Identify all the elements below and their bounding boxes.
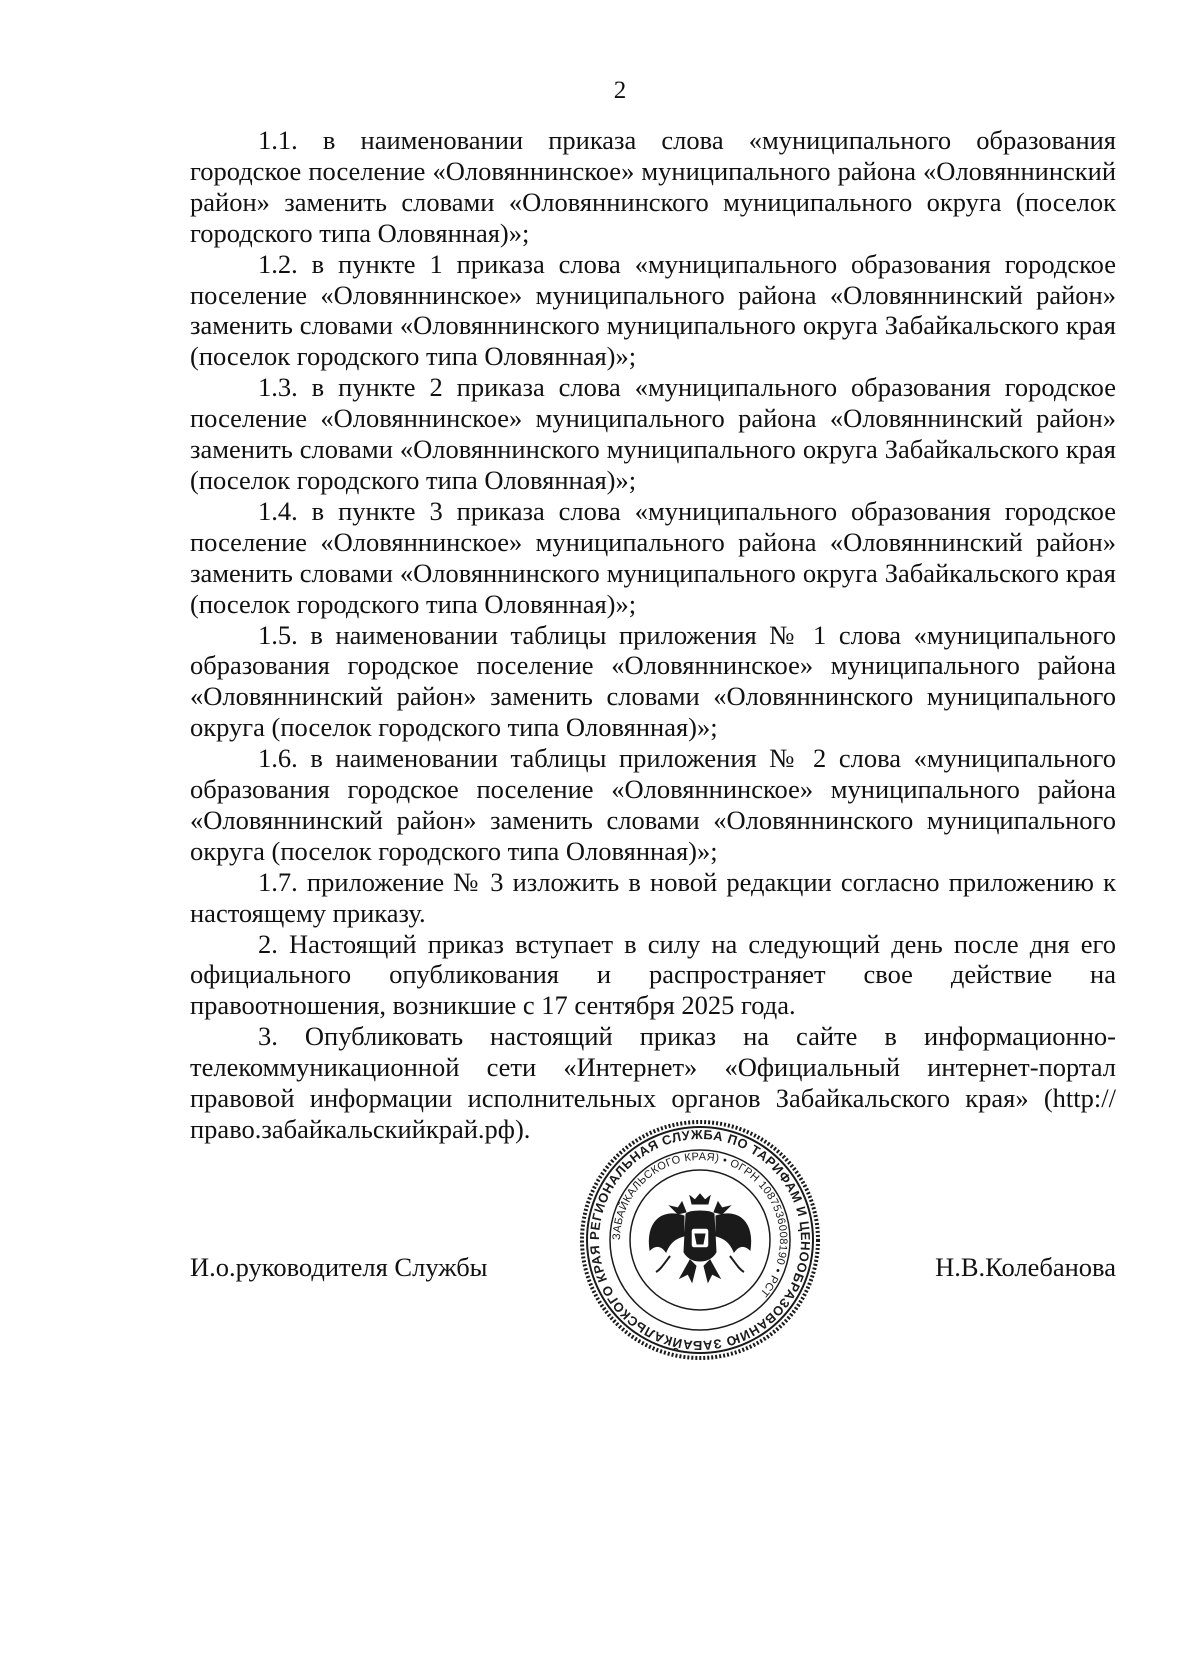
page-number: 2 <box>613 77 627 104</box>
paragraph-1-3: 1.3. в пункте 2 приказа слова «муниципального образования городское поселение «Оловяннинское» муниципального района «Оловяннинский район» заменить словами «Оловяннинского муниципального округа Забайкальского края (поселок городского типа Оловянная)»; <box>190 372 1116 495</box>
double-headed-eagle-icon <box>649 1194 750 1282</box>
paragraph-3: 3. Опубликовать настоящий приказ на сайте в информационно-телекоммуникационной сети «Интернет» «Официальный интернет-портал правовой информации исполнительных органов Забайкальского края» (http://право.забайкальскийкрай.рф). <box>190 1021 1116 1144</box>
signatory-name: Н.В.Колебанова <box>935 1252 1116 1282</box>
document-body <box>190 125 1116 1145</box>
official-seal <box>578 1118 822 1362</box>
seal-inner-textpath: ЗАБАЙКАЛЬСКОГО КРАЯ) • ОГРН 1087536008190 • РСТ <box>610 1150 790 1300</box>
paragraph-1-4: 1.4. в пункте 3 приказа слова «муниципального образования городское поселение «Оловяннинское» муниципального района «Оловяннинский район» заменить словами «Оловяннинского муниципального округа Забайкальского края (поселок городского типа Оловянная)»; <box>190 495 1116 619</box>
paragraph-1-2: 1.2. в пункте 1 приказа слова «муниципального образования городское поселение «Оловяннинское» муниципального района «Оловяннинский район» заменить словами «Оловяннинского муниципального округа Забайкальского края (поселок городского типа Оловянная)»; <box>190 248 1116 372</box>
seal-outer-textpath: РЕГИОНАЛЬНАЯ СЛУЖБА ПО ТАРИФАМ И ЦЕНООБРАЗОВАНИЮ ЗАБАЙКАЛЬСКОГО КРАЯ <box>586 1126 814 1354</box>
paragraph-1-5: 1.5. в наименовании таблицы приложения № 1 слова «муниципального образования городское поселение «Оловяннинское» муниципального района «Оловяннинский район» заменить словами «Оловяннинского муниципального округа (поселок городского типа Оловянная)»; <box>190 619 1116 743</box>
signatory-position: И.о.руководителя Службы <box>190 1252 488 1282</box>
paragraph-1-1: 1.1. в наименовании приказа слова «муниципального образования городское поселение «Оловяннинское» муниципального района «Оловяннинский район» заменить словами «Оловяннинского муниципального округа (поселок городского типа Оловянная)»; <box>190 125 1116 248</box>
paragraph-2: 2. Настоящий приказ вступает в силу на следующий день после дня его официального опубликования и распространяет свое действие на правоотношения, возникшие с 17 сентября 2025 года. <box>190 928 1116 1021</box>
seal-graphic <box>578 1118 822 1362</box>
paragraph-1-7: 1.7. приложение № 3 изложить в новой редакции согласно приложению к настоящему приказу. <box>190 866 1116 928</box>
paragraph-1-6: 1.6. в наименовании таблицы приложения № 2 слова «муниципального образования городское поселение «Оловяннинское» муниципального района «Оловяннинский район» заменить словами «Оловяннинского муниципального округа (поселок городского типа Оловянная)»; <box>190 743 1116 866</box>
